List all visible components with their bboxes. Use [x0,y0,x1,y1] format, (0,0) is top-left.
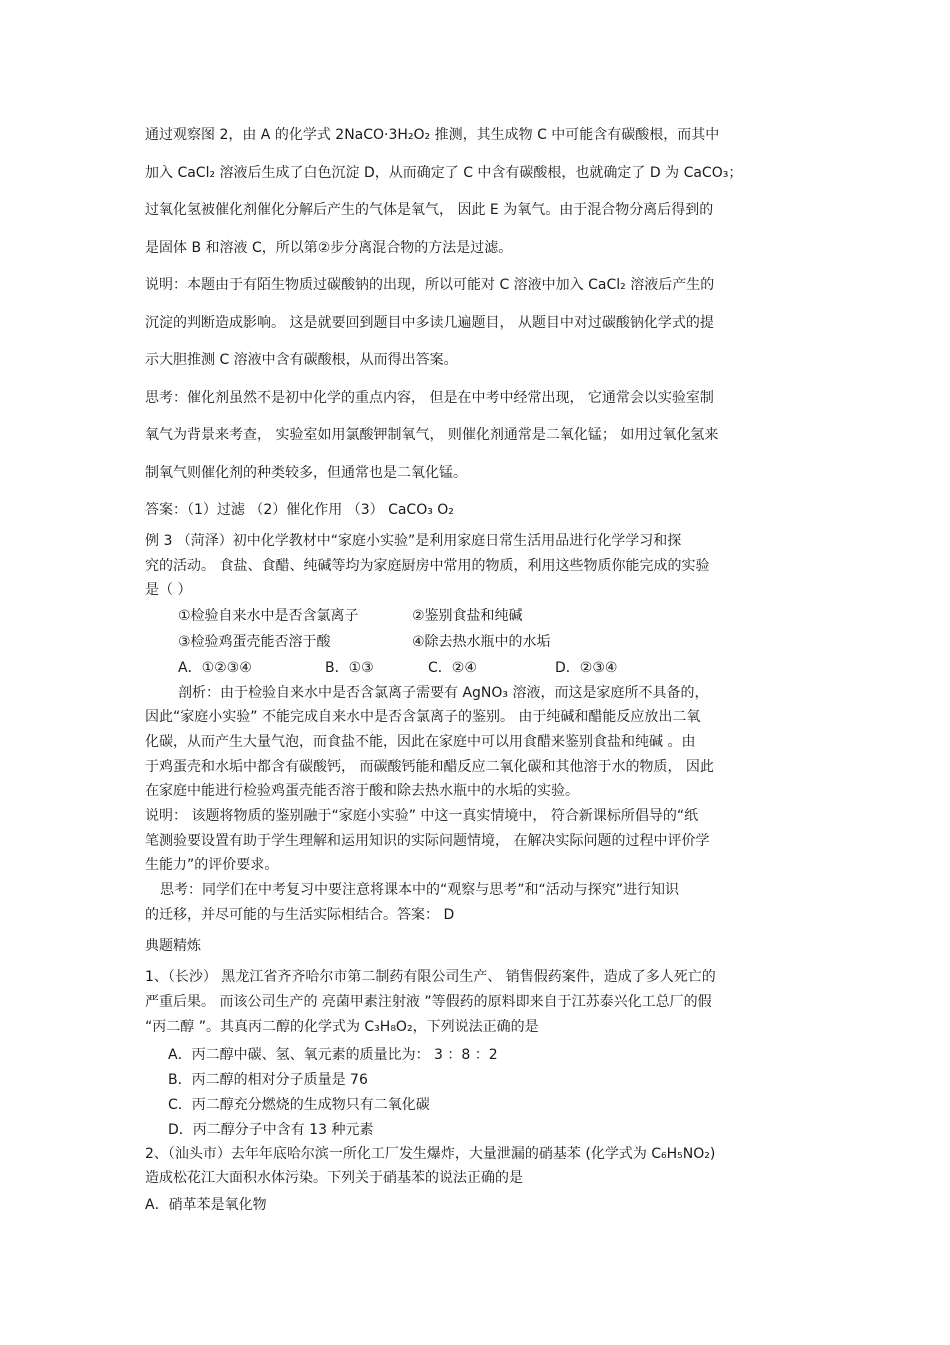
paragraph-line: 是（ ） [145,582,192,598]
paragraph-line: 于鸡蛋壳和水垢中都含有碳酸钙， 而碳酸钙能和醋反应二氧化碳和其他溶于水的物质， 因此 [145,759,714,775]
option-b: B．①③ [325,660,374,676]
option-d: D．丙二醇分子中含有 13 种元素 [168,1122,374,1138]
list-item: ③检验鸡蛋壳能否溶于酸 [178,634,331,650]
answer-line: 答案：（1）过滤 （2）催化作用 （3） CaCO₃ O₂ [145,502,454,518]
paragraph-line: 说明：本题由于有陌生物质过碳酸钠的出现，所以可能对 C 溶液中加入 CaCl₂ 溶液后产生的 [145,277,715,293]
paragraph-line: 化碳，从而产生大量气泡，而食盐不能，因此在家庭中可以用食醋来鉴别食盐和纯碱 。由 [145,734,696,750]
option-a: A．硝革苯是氧化物 [145,1197,267,1213]
paragraph-line: 思考：同学们在中考复习中要注意将课本中的“观察与思考”和“活动与探究”进行知识 [160,882,680,898]
paragraph-line: 说明： 该题将物质的鉴别融于“家庭小实验” 中这一真实情境中， 符合新课标所倡导的“纸 [145,808,699,824]
paragraph-line: 在家庭中能进行检验鸡蛋壳能否溶于酸和除去热水瓶中的水垢的实验。 [145,783,579,799]
paragraph-line: 生能力”的评价要求。 [145,857,279,873]
paragraph-line: 是固体 B 和溶液 C，所以第②步分离混合物的方法是过滤。 [145,240,513,256]
list-item: ②鉴别食盐和纯碱 [412,608,523,624]
paragraph-line: 笔测验要设置有助于学生理解和运用知识的实际问题情境， 在解决实际问题的过程中评价学 [145,833,710,849]
paragraph-line: 思考：催化剂虽然不是初中化学的重点内容， 但是在中考中经常出现， 它通常会以实验室制 [145,390,714,406]
option-c: C．丙二醇充分燃烧的生成物只有二氧化碳 [168,1097,430,1113]
paragraph-line: 沉淀的判断造成影响。 这是就要回到题目中多读几遍题目， 从题目中对过碳酸钠化学式的提 [145,315,714,331]
question-line: 1、（长沙） 黑龙江省齐齐哈尔市第二制药有限公司生产、 销售假药案件，造成了多人死亡的 [145,969,716,985]
option-a: A．丙二醇中碳、氢、氧元素的质量比为： 3 ：8 ：2 [168,1047,498,1063]
list-item: ①检验自来水中是否含氯离子 [178,608,359,624]
answer-line: 的迁移，并尽可能的与生活实际相结合。答案： D [145,907,455,923]
paragraph-line: 氧气为背景来考查， 实验室如用氯酸钾制氧气， 则催化剂通常是二氧化锰； 如用过氧化氢来 [145,427,719,443]
paragraph-line: 因此“家庭小实验” 不能完成自来水中是否含氯离子的鉴别。 由于纯碱和醋能反应放出二氧 [145,709,701,725]
option-b: B．丙二醇的相对分子质量是 76 [168,1072,368,1088]
question-line: 造成松花江大面积水体污染。下列关于硝基苯的说法正确的是 [145,1170,523,1186]
option-a: A．①②③④ [178,660,252,676]
list-item: ④除去热水瓶中的水垢 [412,634,551,650]
section-heading: 典题精炼 [145,938,201,954]
paragraph-line: 加入 CaCl₂ 溶液后生成了白色沉淀 D，从而确定了 C 中含有碳酸根，也就确定了 D 为 CaCO₃； [145,165,743,181]
paragraph-line: 剖析：由于检验自来水中是否含氯离子需要有 AgNO₃ 溶液，而这是家庭所不具备的， [178,685,709,701]
option-d: D．②③④ [555,660,618,676]
paragraph-line: 通过观察图 2，由 A 的化学式 2NaCO·3H₂O₂ 推测，其生成物 C 中可能含有碳酸根，而其中 [145,127,720,143]
paragraph-line: 过氧化氢被催化剂催化分解后产生的气体是氧气， 因此 E 为氧气。由于混合物分离后得到的 [145,202,714,218]
paragraph-line: 究的活动。 食盐、食醋、纯碱等均为家庭厨房中常用的物质，利用这些物质你能完成的实验 [145,558,710,574]
question-line: “丙二醇 ”。其真丙二醇的化学式为 C₃H₈O₂，下列说法正确的是 [145,1019,539,1035]
question-line: 2、（汕头市）去年年底哈尔滨一所化工厂发生爆炸，大量泄漏的硝基苯 (化学式为 C₆H₅NO₂) [145,1146,716,1162]
paragraph-line: 示大胆推测 C 溶液中含有碳酸根，从而得出答案。 [145,352,458,368]
example-title: 例 3 （菏泽）初中化学教材中“家庭小实验”是利用家庭日常生活用品进行化学学习和探 [145,533,682,549]
paragraph-line: 制氧气则催化剂的种类较多，但通常也是二氧化锰。 [145,465,467,481]
option-c: C．②④ [428,660,477,676]
question-line: 严重后果。 而该公司生产的 亮菌甲素注射液 ”等假药的原料即来自于江苏泰兴化工总厂的假 [145,994,712,1010]
